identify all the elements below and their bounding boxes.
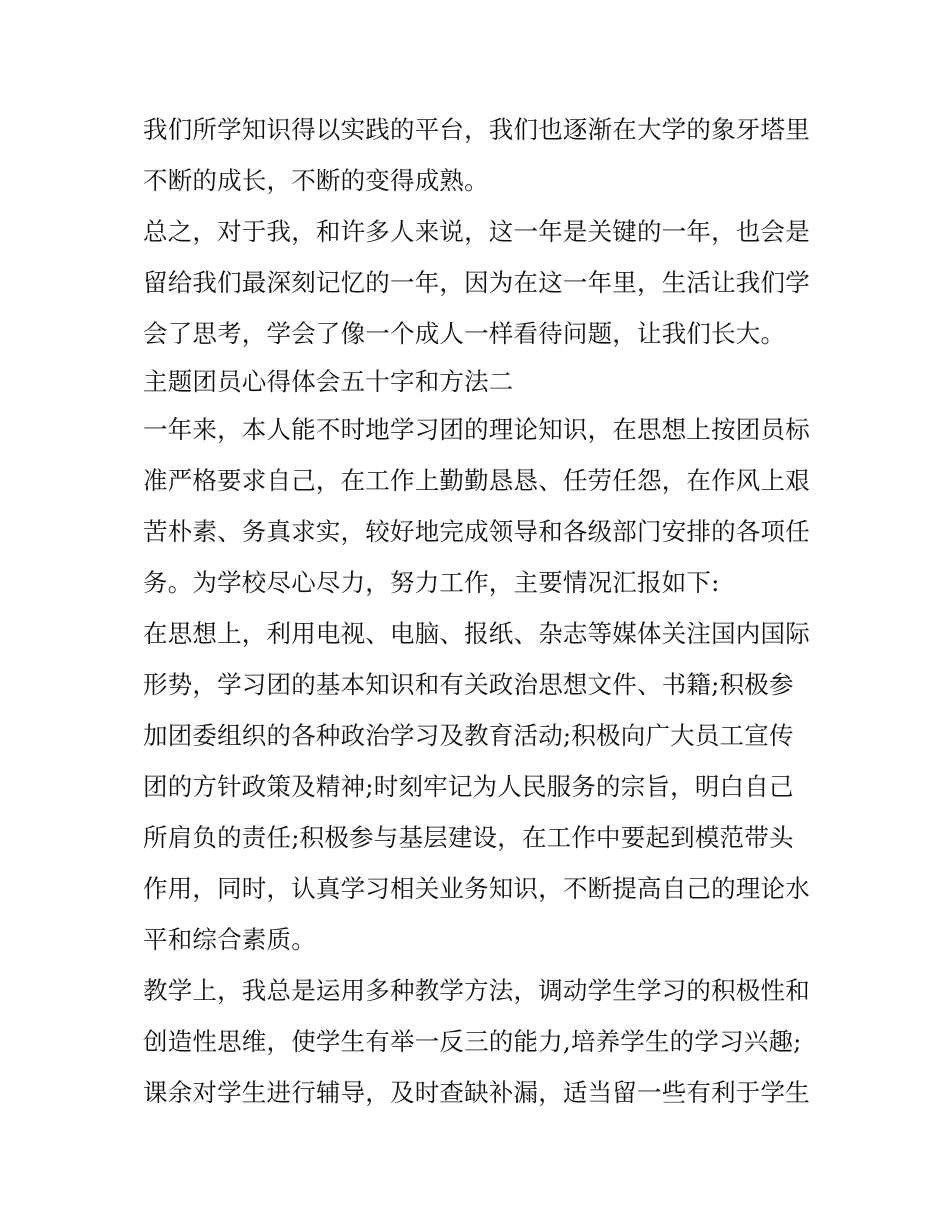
text-line: 总之，对于我，和许多人来说，这一年是关键的一年，也会是 xyxy=(143,217,810,246)
text-line: 所肩负的责任;积极参与基层建设，在工作中要起到模范带头 xyxy=(143,823,794,852)
text-line: 苦朴素、务真求实，较好地完成领导和各级部门安排的各项任 xyxy=(143,517,810,546)
text-line: 平和综合素质。 xyxy=(143,925,316,954)
document-body xyxy=(143,104,823,1118)
text-line: 课余对学生进行辅导，及时查缺补漏，适当留一些有利于学生 xyxy=(143,1078,810,1107)
text-line: 会了思考，学会了像一个成人一样看待问题，让我们长大。 xyxy=(143,319,786,348)
text-line: 一年来，本人能不时地学习团的理论知识，在思想上按团员标 xyxy=(143,415,810,444)
text-line: 作用，同时，认真学习相关业务知识，不断提高自己的理论水 xyxy=(143,874,810,903)
text-line: 在思想上，利用电视、电脑、报纸、杂志等媒体关注国内国际 xyxy=(143,619,810,648)
text-line: 准严格要求自己，在工作上勤勤恳恳、任劳任怨，在作风上艰 xyxy=(143,466,810,495)
text-line: 我们所学知识得以实践的平台，我们也逐渐在大学的象牙塔里 xyxy=(143,115,810,144)
text-line: 创造性思维，使学生有举一反三的能力,培养学生的学习兴趣; xyxy=(143,1027,802,1056)
text-line: 形势，学习团的基本知识和有关政治思想文件、书籍;积极参 xyxy=(143,670,794,699)
text-line: 务。为学校尽心尽力，努力工作，主要情况汇报如下: xyxy=(143,568,720,597)
text-line: 留给我们最深刻记忆的一年，因为在这一年里，生活让我们学 xyxy=(143,268,810,297)
section-heading: 主题团员心得体会五十字和方法二 xyxy=(143,367,514,396)
text-line: 教学上，我总是运用多种教学方法，调动学生学习的积极性和 xyxy=(143,976,810,1005)
text-line: 加团委组织的各种政治学习及教育活动;积极向广大员工宣传 xyxy=(143,721,794,750)
text-line: 不断的成长，不断的变得成熟。 xyxy=(143,166,489,195)
text-line: 团的方针政策及精神;时刻牢记为人民服务的宗旨，明白自己 xyxy=(143,772,794,801)
